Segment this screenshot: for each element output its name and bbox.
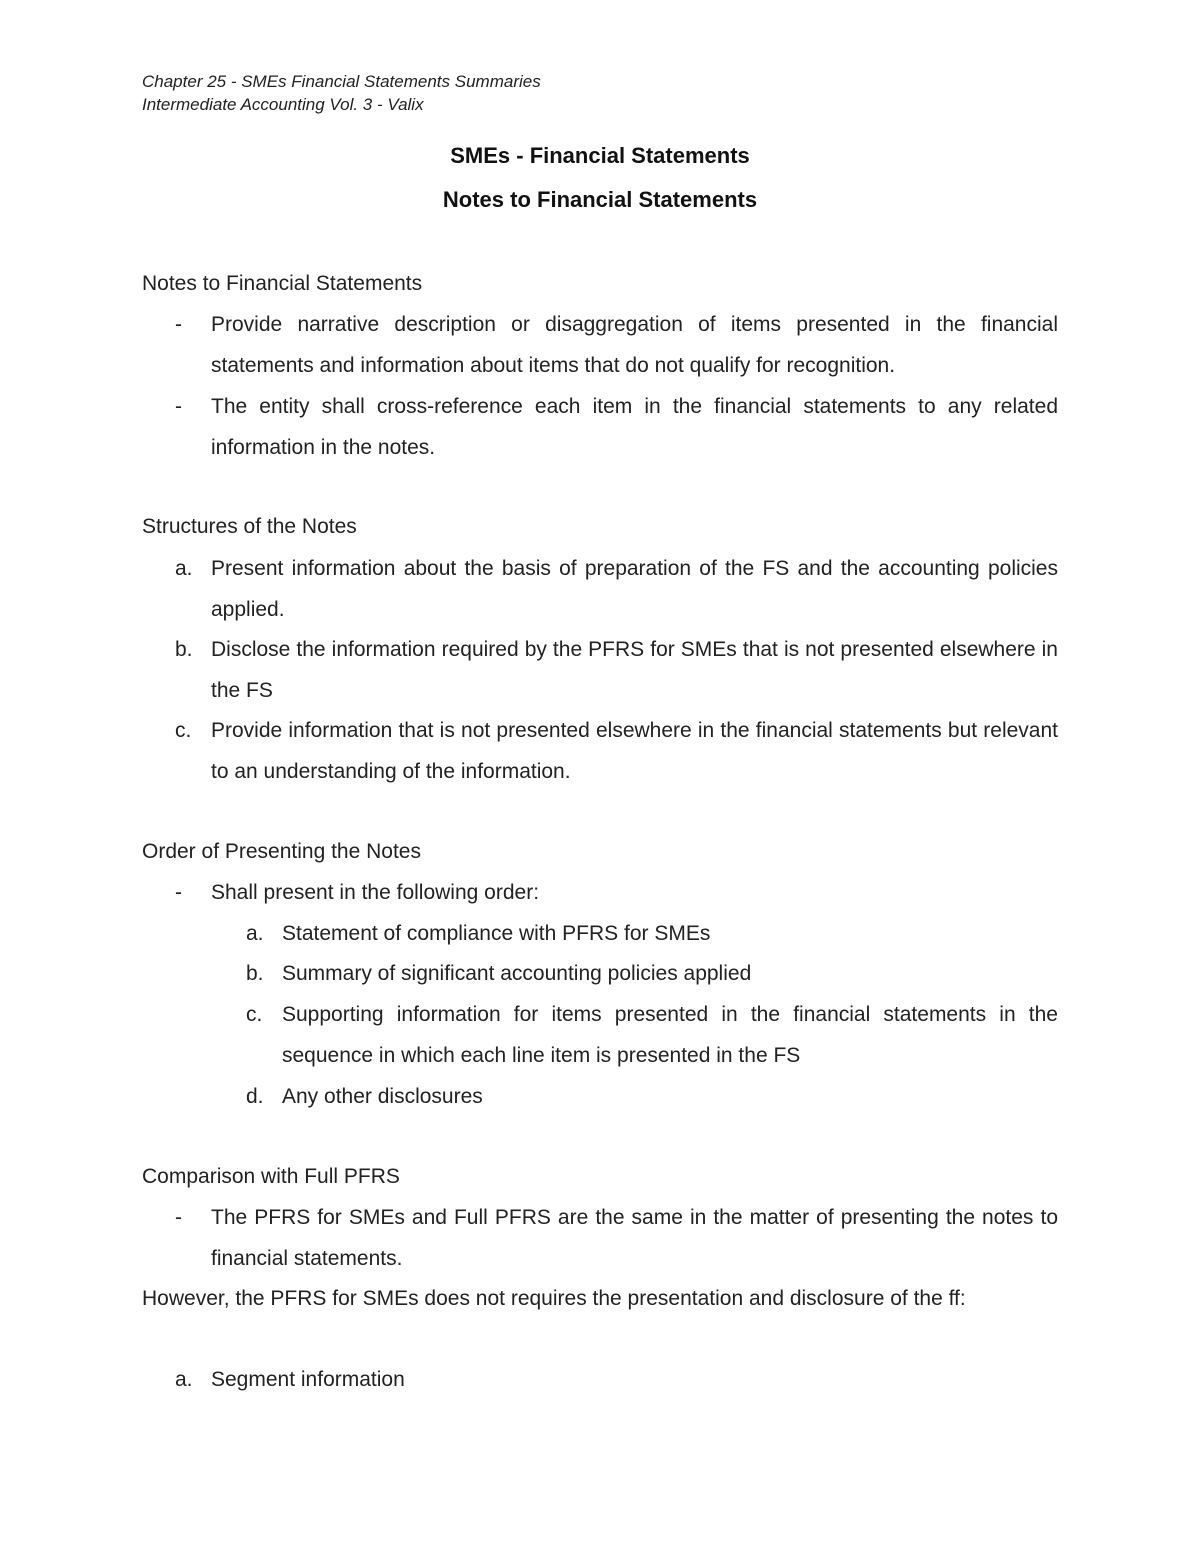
bullet-marker: -: [175, 395, 182, 418]
section-heading-order: Order of Presenting the Notes: [142, 840, 421, 863]
list-marker: b.: [175, 638, 193, 661]
list-item: [211, 386, 1058, 468]
section-heading-comparison: Comparison with Full PFRS: [142, 1165, 400, 1188]
bullet-marker: -: [175, 313, 182, 336]
list-marker: d.: [246, 1085, 264, 1108]
list-item: [211, 304, 1058, 386]
running-header: [142, 70, 541, 116]
list-item: [282, 953, 1058, 994]
header-book: Intermediate Accounting Vol. 3 - Valix: [142, 95, 424, 114]
list-item: [211, 710, 1058, 792]
section-heading-structures: Structures of the Notes: [142, 515, 357, 538]
list-item: [211, 1197, 1058, 1279]
list-item: [211, 548, 1058, 630]
list-item: [282, 994, 1058, 1076]
bullet-marker: -: [175, 1206, 182, 1229]
list-item-text: Segment information: [211, 1368, 405, 1391]
bullet-marker: -: [175, 881, 182, 904]
list-item-text: Provide information that is not presented elsewhere in the financial statements but relevant to an understanding of the information.: [211, 719, 1058, 783]
list-item: [282, 1076, 1058, 1117]
list-marker: c.: [246, 1003, 263, 1026]
paragraph: [142, 1278, 1058, 1319]
header-chapter: Chapter 25 - SMEs Financial Statements Summaries: [142, 72, 541, 91]
list-item-text: Present information about the basis of preparation of the FS and the accounting policies applied.: [211, 557, 1058, 621]
list-item-text: Statement of compliance with PFRS for SMEs: [282, 922, 711, 945]
paragraph-text: However, the PFRS for SMEs does not requires the presentation and disclosure of the ff:: [142, 1287, 966, 1310]
section-heading-notes: Notes to Financial Statements: [142, 272, 423, 295]
list-item-text: Provide narrative description or disaggregation of items presented in the financial statements and information about items that do not qualify for recognition.: [211, 313, 1058, 377]
list-marker: a.: [175, 557, 193, 580]
list-item: [211, 1359, 1058, 1400]
list-marker: a.: [175, 1368, 193, 1391]
list-item-text: Any other disclosures: [282, 1085, 483, 1108]
document-subtitle: Notes to Financial Statements: [442, 187, 758, 212]
list-item-text: Disclose the information required by the PFRS for SMEs that is not presented elsewhere in the FS: [211, 638, 1058, 702]
list-marker: b.: [246, 962, 264, 985]
document-title: SMEs - Financial Statements: [450, 143, 750, 168]
list-item-text: Summary of significant accounting policies applied: [282, 962, 752, 985]
list-item: [282, 913, 1058, 954]
list-marker: a.: [246, 922, 264, 945]
list-item: [211, 872, 1058, 913]
list-item-text: The entity shall cross-reference each item in the financial statements to any related information in the notes.: [211, 395, 1058, 459]
list-item: [211, 629, 1058, 711]
list-item-text: Supporting information for items presented in the financial statements in the sequence in which each line item is presented in the FS: [282, 1003, 1058, 1067]
list-marker: c.: [175, 719, 192, 742]
list-item-text: Shall present in the following order:: [211, 881, 540, 904]
list-item-text: The PFRS for SMEs and Full PFRS are the same in the matter of presenting the notes to financial statements.: [211, 1206, 1058, 1270]
